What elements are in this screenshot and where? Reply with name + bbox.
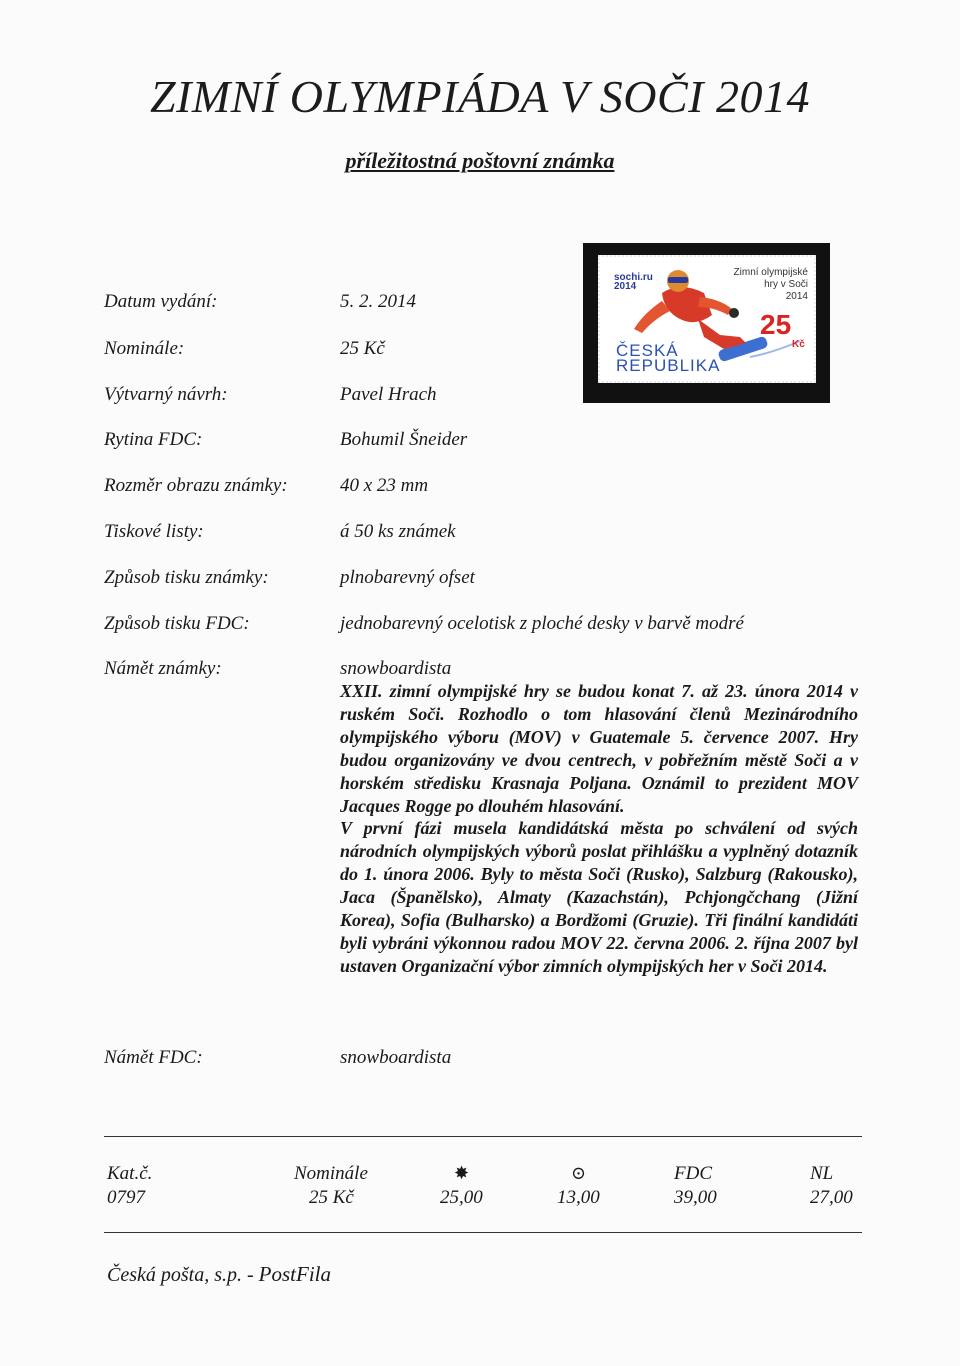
table-bottom-rule	[104, 1232, 862, 1233]
field-value-fdc-print-method: jednobarevný ocelotisk z ploché desky v barvě modré	[340, 613, 744, 634]
field-value-design: Pavel Hrach	[340, 384, 437, 405]
field-value-issue-date: 5. 2. 2014	[340, 291, 416, 312]
mint-star-icon: ✸	[454, 1163, 470, 1183]
document-title: ZIMNÍ OLYMPIÁDA V SOČI 2014	[150, 71, 810, 122]
stamp-nominal: 25	[760, 309, 792, 340]
field-label-print-sheets: Tiskové listy:	[104, 521, 204, 542]
footer-separator: -	[247, 1264, 254, 1286]
field-value-fdc-engraving: Bohumil Šneider	[340, 429, 468, 450]
document-subtitle: příležitostná poštovní známka	[345, 148, 615, 173]
table-value-fdc: 39,00	[674, 1187, 717, 1208]
stamp-country	[616, 343, 720, 373]
field-value-image-size: 40 x 23 mm	[340, 475, 429, 496]
field-value-fdc-subject: snowboardista	[340, 1047, 452, 1068]
field-label-fdc-subject: Námět FDC:	[104, 1047, 203, 1068]
sochi-logo	[614, 273, 653, 291]
field-label-nominal: Nominále:	[104, 338, 185, 359]
footer-brand: PostFila	[258, 1262, 332, 1286]
cancelled-circle-icon: ⊙	[571, 1163, 587, 1183]
field-value-nominal: 25 Kč	[340, 338, 385, 359]
description-text	[340, 680, 858, 978]
footer	[107, 1262, 331, 1287]
table-top-rule	[104, 1136, 862, 1137]
stamp-country-line-2: REPUBLIKA	[616, 356, 721, 375]
sochi-logo-line-1: sochi.ru	[614, 272, 653, 283]
table-value-mint: 25,00	[440, 1187, 483, 1208]
description-paragraph-2: V první fázi musela kandidátská města po schválení od svých národních olympijských výborů poslat přihlášku a vyplněný dotazník do 1. února 2006. Byly to města Soči (Rusko), Salzburg (Rakousko), Jaca (Španělsko), Almaty (Kazachstán), Pchjongčchang (Jižní Korea), Sofia (Bulharsko) a Bordžomi (Gruzie). Tři finální kandidáti byli vybráni výkonnou radou MOV 22. června 2006. 2. října 2007 byl ustaven Organizační výbor zimních olympijských her v Soči 2014.	[340, 818, 858, 976]
field-value-print-sheets: á 50 ks známek	[340, 521, 456, 542]
stamp-caption	[710, 267, 808, 303]
stamp-caption-line-2: hry v Soči	[764, 279, 808, 290]
stamp-caption-line-1: Zimní olympijské	[733, 267, 808, 278]
table-header-fdc: FDC	[674, 1163, 712, 1184]
field-label-issue-date: Datum vydání:	[104, 291, 218, 312]
table-value-catalog: 0797	[107, 1187, 145, 1208]
stamp-caption-line-3: 2014	[785, 291, 808, 302]
stamp-image	[598, 255, 816, 383]
footer-issuer: Česká pošta, s.p.	[107, 1264, 242, 1286]
field-value-stamp-print-method: plnobarevný ofset	[340, 567, 475, 588]
field-value-stamp-subject: snowboardista	[340, 658, 452, 679]
field-label-stamp-subject: Námět známky:	[104, 658, 222, 679]
table-value-nl: 27,00	[810, 1187, 853, 1208]
field-label-fdc-print-method: Způsob tisku FDC:	[104, 613, 250, 634]
field-label-fdc-engraving: Rytina FDC:	[104, 429, 203, 450]
field-label-image-size: Rozměr obrazu známky:	[104, 475, 288, 496]
stamp-currency: Kč	[792, 339, 805, 350]
table-value-nominal: 25 Kč	[309, 1187, 354, 1208]
table-value-cancelled: 13,00	[557, 1187, 600, 1208]
table-header-nominal: Nominále	[294, 1163, 368, 1184]
field-label-design: Výtvarný návrh:	[104, 384, 228, 405]
stamp-country-line-1: ČESKÁ	[616, 341, 679, 360]
description-paragraph-1: XXII. zimní olympijské hry se budou konat 7. až 23. února 2014 v ruském Soči. Rozhodlo o tom hlasování členů Mezinárodního olympijského výboru (MOV) v Guatemale 5. července 2007. Hry budou organizovány ve dvou centrech, v pobřežním městě Soči a v horském středisku Krasnaja Poljana. Oznámil to prezident MOV Jacques Rogge po dlouhém hlasování.	[340, 681, 858, 816]
table-header-catalog: Kat.č.	[107, 1163, 153, 1184]
sochi-logo-line-2: 2014	[614, 281, 637, 292]
field-label-stamp-print-method: Způsob tisku známky:	[104, 567, 269, 588]
table-header-nl: NL	[810, 1163, 834, 1184]
